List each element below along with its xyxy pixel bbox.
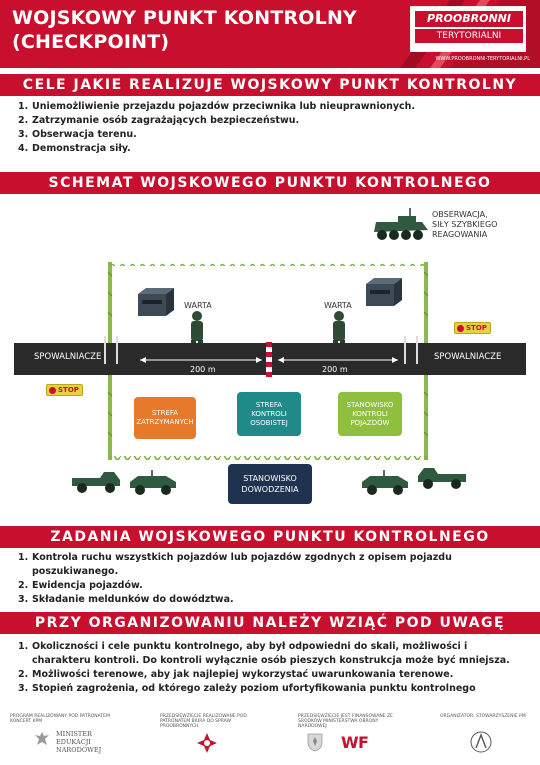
considerations-section-bar [0, 612, 540, 634]
guard-label-right: WARTA [324, 301, 352, 310]
zone-detained-line-1: STREFA [151, 409, 179, 417]
list-item [18, 682, 523, 696]
goals-section-bar [0, 74, 540, 96]
list-item-text: Kontrola ruchu wszystkich pojazdów lub pojazdów zgodnych z opisem pojazdu poszukiwanego. [32, 552, 452, 577]
list-item [18, 128, 528, 142]
list-item-number: 3. [18, 129, 29, 140]
zone-vehicle-line-2: KONTROLI [352, 409, 388, 418]
logo-url: WWW.PROOBRONNI-TERYTORIALNI.PL [435, 56, 530, 62]
title-line-2: (CHECKPOINT) [12, 31, 170, 53]
observation-line-2: SIŁY SZYBKIEGO [432, 220, 498, 229]
list-item [18, 579, 528, 593]
footer-text-1: PROGRAM REALIZOWANY POD PATRONATEM KONCERT KPM [10, 714, 110, 724]
page-header [0, 0, 540, 68]
list-item-number: 1. [18, 101, 29, 112]
footer-text-3: PRZEDSIĘWZIĘCIE JEST FINANSOWANE ZE ŚRODKÓW MINISTERSTWA OBRONY NARODOWEJ [298, 714, 393, 729]
list-item-number: 4. [18, 143, 29, 154]
zone-vehicle-control [338, 392, 402, 436]
considerations-section-title: PRZY ORGANIZOWANIU NALEŻY WZIĄĆ POD UWAGĘ [34, 615, 506, 631]
footer-text-2: PRZEDSIĘWZIĘCIE REALIZOWANE POD PATRONATEM BIURA DO SPRAW PROOBRONNYCH [160, 714, 247, 729]
eagle-emblem-icon [34, 730, 50, 748]
list-item-number: 2. [18, 115, 29, 126]
scheme-section-title: SCHEMAT WOJSKOWEGO PUNKTU KONTROLNEGO [48, 175, 492, 191]
zone-personal-line-1: STREFA [255, 400, 283, 409]
proobronni-logo [410, 6, 526, 52]
eagle-shield-icon [306, 732, 324, 752]
organizer-emblem-icon [470, 730, 492, 754]
observation-line-3: REAGOWANIA [432, 230, 488, 239]
command-post-line-1: STANOWISKO [243, 474, 297, 483]
zone-detained [134, 397, 196, 439]
military-truck-icon [416, 464, 468, 490]
cross-emblem-icon [196, 732, 218, 754]
list-item-number: 2. [18, 580, 29, 591]
zone-detained-line-2: ZATRZYMANYCH [136, 418, 194, 426]
tasks-list [18, 551, 528, 607]
zone-personal-control [237, 392, 301, 436]
list-item-text: Demonstracja siły. [32, 143, 131, 154]
minister-logo-text [56, 730, 101, 754]
wp-logo-icon [340, 732, 374, 752]
list-item-text: Możliwości terenowe, aby jak najlepiej wykorzystać uwarunkowania terenowe. [32, 669, 454, 680]
footer-text-4: ORGANIZATOR: STOWARZYSZENIE PM [440, 714, 526, 719]
tasks-section-bar [0, 526, 540, 548]
list-item-text: Okoliczności i cele punktu kontrolnego, aby był odpowiedni do skali, możliwości i charakteru kontroli. Do kontroli wyłącznie osób pieszych konstrukcja może być mniejsza. [32, 641, 510, 666]
list-item [18, 593, 528, 607]
stop-sign-left: STOP [46, 384, 83, 396]
checkpoint-diagram [0, 192, 540, 520]
speed-bumps-label-left: SPOWALNIACZE [34, 352, 102, 362]
humvee-icon [128, 470, 178, 496]
distance-label-left: 200 m [190, 365, 216, 374]
minister-line-3: NARODOWEJ [56, 746, 102, 754]
humvee-icon [360, 470, 410, 496]
stop-sign-right: STOP [454, 322, 491, 334]
list-item [18, 100, 528, 114]
logo-top-text: PROOBRONNI [415, 11, 523, 27]
command-post-line-2: DOWODZENIA [241, 485, 299, 494]
list-item-text: Uniemożliwienie przejazdu pojazdów przeciwnika lub nieuprawnionych. [32, 101, 416, 112]
list-item-number: 1. [18, 641, 29, 652]
svg-text:F: F [358, 733, 369, 752]
military-truck-icon [70, 468, 122, 494]
list-item-number: 1. [18, 552, 29, 563]
command-post [228, 464, 312, 504]
list-item-number: 3. [18, 594, 29, 605]
list-item-number: 3. [18, 683, 29, 694]
minister-line-1: MINISTER [56, 730, 92, 738]
sponsors-footer [0, 708, 540, 765]
zone-personal-line-2: KONTROLI [251, 409, 287, 418]
tasks-section-title: ZADANIA WOJSKOWEGO PUNKTU KONTROLNEGO [50, 529, 490, 545]
page-title [12, 6, 357, 54]
goals-list [18, 100, 528, 156]
minister-line-2: EDUKACJI [56, 738, 91, 746]
title-line-1: WOJSKOWY PUNKT KONTROLNY [12, 7, 358, 29]
list-item-text: Stopień zagrożenia, od którego zależy poziom ufortyfikowania punktu kontrolnego [32, 683, 476, 694]
svg-text:W: W [341, 733, 359, 752]
barrier-icon [266, 340, 272, 386]
guard-label-left: WARTA [184, 301, 212, 310]
zone-personal-line-3: OSOBISTEJ [250, 418, 288, 427]
logo-bottom-text: TERYTORIALNI [415, 29, 523, 43]
list-item-text: Obserwacja terenu. [32, 129, 137, 140]
list-item-text: Zatrzymanie osób zagrażających bezpieczeństwu. [32, 115, 300, 126]
goals-section-title: CELE JAKIE REALIZUJE WOJSKOWY PUNKT KONTROLNY [22, 77, 518, 93]
observation-line-1: OBSERWACJA, [432, 210, 488, 219]
list-item-text: Ewidencja pojazdów. [32, 580, 143, 591]
zone-vehicle-line-1: STANOWISKO [346, 400, 394, 409]
list-item [18, 668, 523, 682]
scheme-section-bar [0, 172, 540, 194]
zone-vehicle-line-3: POJAZDÓW [350, 418, 390, 427]
distance-label-right: 200 m [322, 365, 348, 374]
speed-bumps-label-right: SPOWALNIACZE [434, 352, 502, 362]
list-item [18, 551, 528, 579]
list-item-number: 2. [18, 669, 29, 680]
list-item [18, 114, 528, 128]
list-item [18, 142, 528, 156]
list-item-text: Składanie meldunków do dowództwa. [32, 594, 234, 605]
list-item [18, 640, 523, 668]
considerations-list [18, 640, 523, 696]
